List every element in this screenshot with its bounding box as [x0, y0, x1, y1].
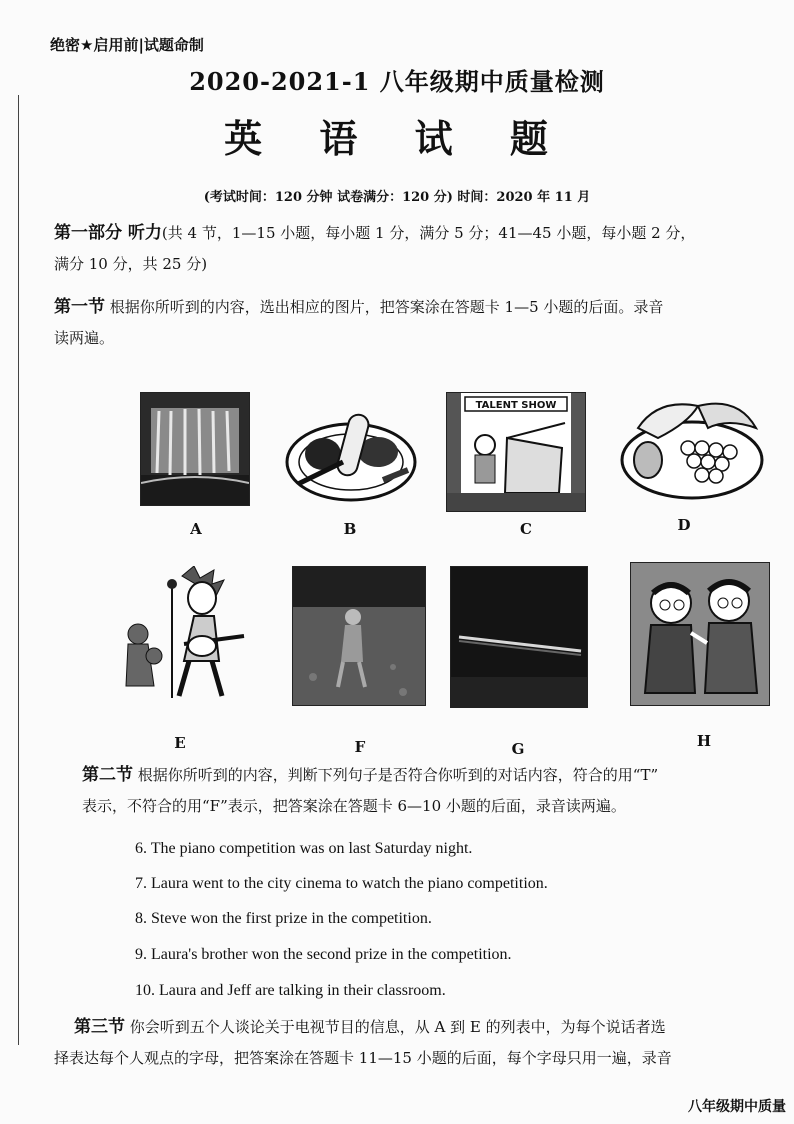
section3-line2: 择表达每个人观点的字母，把答案涂在答题卡 11—15 小题的后面，每个字母只用一遍，录音	[54, 1049, 672, 1067]
talent-show-sign: TALENT SHOW	[475, 400, 557, 411]
section2-instructions	[82, 760, 782, 822]
section1-line2: 读两遍。	[54, 329, 115, 347]
picture-label-a: A	[190, 520, 202, 538]
section2-line2: 表示，不符合的用“F”表示，把答案涂在答题卡 6—10 小题的后面，录音读两遍。	[82, 797, 626, 815]
section3-heading: 第三节	[74, 1017, 125, 1037]
exam-info: (考试时间：120 分钟 试卷满分：120 分) 时间：2020 年 11 月	[203, 190, 591, 205]
margin-line	[18, 95, 19, 1045]
picture-c-talent-show	[446, 392, 586, 512]
section1-line1: 根据你所听到的内容，选出相应的图片，把答案涂在答题卡 1—5 小题的后面。录音	[109, 298, 664, 316]
picture-a-waterfall	[140, 392, 250, 506]
question-10: 10. Laura and Jeff are talking in their classroom.	[135, 982, 446, 999]
section1-heading: 第一节	[54, 297, 105, 317]
exam-title: 2020-2021-1 八年级期中质量检测	[189, 67, 605, 96]
picture-label-f: F	[354, 738, 366, 756]
section2-line1: 根据你所听到的内容，判断下列句子是否符合你听到的对话内容，符合的用“T”	[137, 766, 659, 784]
picture-g-dark-scene	[450, 566, 588, 708]
picture-d-fruit	[618, 388, 766, 504]
picture-h-conversation	[630, 562, 770, 706]
picture-label-e: E	[174, 734, 186, 752]
picture-label-g: G	[511, 740, 525, 758]
question-9: 9. Laura's brother won the second prize in the competition.	[135, 946, 512, 963]
part1-desc-line1: (共 4 节，1—15 小题，每小题 1 分，满分 5 分；41—45 小题，每小题 2 分，	[161, 224, 696, 242]
question-8: 8. Steve won the first prize in the competition.	[135, 910, 432, 927]
picture-label-h: H	[696, 732, 712, 750]
subject-title: 英 语 试 题	[224, 116, 570, 161]
question-7: 7. Laura went to the city cinema to watch the piano competition.	[135, 875, 548, 892]
section3-line1: 你会听到五个人谈论关于电视节目的信息，从 A 到 E 的列表中，为每个说话者选	[129, 1018, 666, 1036]
picture-f-person-field	[292, 566, 426, 706]
picture-label-b: B	[343, 520, 357, 538]
part1-desc-line2: 满分 10 分，共 25 分)	[54, 255, 208, 273]
section1-instructions	[54, 292, 774, 354]
picture-b-vegetables	[283, 392, 419, 504]
part1-intro	[54, 218, 774, 280]
picture-label-c: C	[520, 520, 532, 538]
question-6: 6. The piano competition was on last Saturday night.	[135, 840, 473, 857]
secret-label: 绝密★启用前|试题命制	[50, 36, 204, 54]
section3-instructions	[54, 1012, 784, 1074]
picture-label-d: D	[677, 516, 691, 534]
picture-e-rock-band	[124, 566, 254, 702]
footer-label: 八年级期中质量	[688, 1099, 786, 1115]
part1-heading: 第一部分 听力	[54, 223, 162, 243]
section2-heading: 第二节	[82, 765, 133, 785]
